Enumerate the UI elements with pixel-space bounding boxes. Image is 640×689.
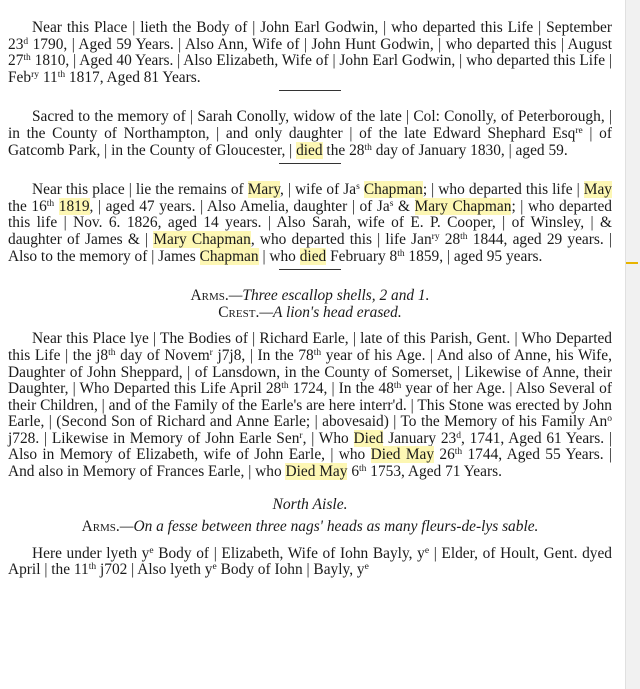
crest-line: Crest.—A lion's head erased.: [218, 303, 402, 321]
search-highlight: Chapman: [363, 181, 423, 199]
divider: [279, 90, 341, 91]
inscription-earle: Near this Place lye | The Bodies of | Richard Earle, | late of this Parish, Gent. | Who Departed this Life | the j8th day of Novem$^r$ j7j8, | In the 78th year of his Age. | And also of Anne, his Wife, Daughter of John Sheppard, | of Lansdown, in the County of Somerset, | Likewise of Anne, their Daughter, | Who Departed this Life April 28th 1724, | In the 48th year of her Age. | Also Several of their Children, | and of the Family of the Earle's are here interr'd. | This Stone was erected by John Earle, | (Second Son of Richard and Anne Earle; | abovesaid) | To the Memory of his Family An$^o$ j728. | Likewise in Memory of John Earle Sen$^r$, | Who Died January 23$^d$, 1741, Aged 61 Years. | Also in Memory of Elizabeth, wife of John Earle, | who Died May 26th 1744, Aged 55 Years. | And also in Memory of Frances Earle, | who Died May 6th 1753, Aged 71 Years.: [8, 330, 613, 481]
divider: [279, 163, 341, 164]
search-highlight: May: [583, 181, 612, 199]
inscription-godwin: Near this Place | lieth the Body of | John Earl Godwin, | who departed this Life | September 23$^d$ 1790, | Aged 59 Years. | Also Ann, Wife of | John Hunt Godwin, | who departed this | August 27th 1810, | Aged 40 Years. | Also Elizabeth, Wife of | John Earl Godwin, | who departed this Life | Feb$^{ry}$ 11th 1817, Aged 81 Years.: [8, 19, 612, 86]
search-highlight: 1819: [58, 197, 90, 215]
inscription-chapman: Near this place | lie the remains of Mary, | wife of Ja$^s$ Chapman; | who departed this life | May the 16th 1819, | aged 47 years. | Also Amelia, daughter | of Ja$^s$ & Mary Chapman; | who departed this life | Nov. 6. 1826, aged 14 years. | Also Sarah, wife of E. P. Cooper, | of Winsley, | & daughter of James & | Mary Chapman, who departed this | life Jan$^{ry}$ 28th 1844, aged 29 years. | Also to the memory of | James Chapman | who died February 8th 1859, | aged 95 years.: [8, 181, 612, 265]
search-highlight: Mary Chapman: [153, 230, 251, 248]
section-heading-north-aisle: North Aisle.: [272, 495, 348, 513]
search-highlight: Died May: [370, 446, 435, 464]
search-highlight: Chapman: [199, 247, 259, 265]
search-highlight: Died: [353, 429, 384, 447]
search-highlight: died: [299, 247, 327, 265]
search-highlight: Died May: [285, 463, 348, 481]
scrollbar[interactable]: [625, 0, 640, 689]
inscription-conolly: Sacred to the memory of | Sarah Conolly, widow of the late | Col: Conolly, of Peterborough, | in the County of Northampton, | and only daughter | of the late Edward Shephard Esq$^{re}$ | of Gatcomb Park, | in the County of Gloucester, | died the 28th day of January 1830, | aged 59.: [8, 108, 612, 159]
arms-line: Arms.—On a fesse between three nags' heads as many fleurs-de-lys sable.: [81, 518, 539, 536]
document-page: [8, 20, 612, 579]
divider: [279, 269, 341, 270]
search-highlight: died: [296, 141, 323, 159]
search-result-marker[interactable]: [626, 262, 638, 264]
inscription-bayly: Here under lyeth $y^e$ Body of | Elizabeth, Wife of Iohn Bayly, $y^e$ | Elder, of Hoult, Gent. dyed April | the 11th j702 | Also lyeth $y^e$ Body of Iohn | Bayly, $y^e$: [8, 544, 612, 579]
arms-line: Arms.—Three escallop shells, 2 and 1.: [190, 287, 430, 305]
search-highlight: Mary: [247, 181, 281, 199]
search-highlight: Mary Chapman: [414, 197, 512, 215]
